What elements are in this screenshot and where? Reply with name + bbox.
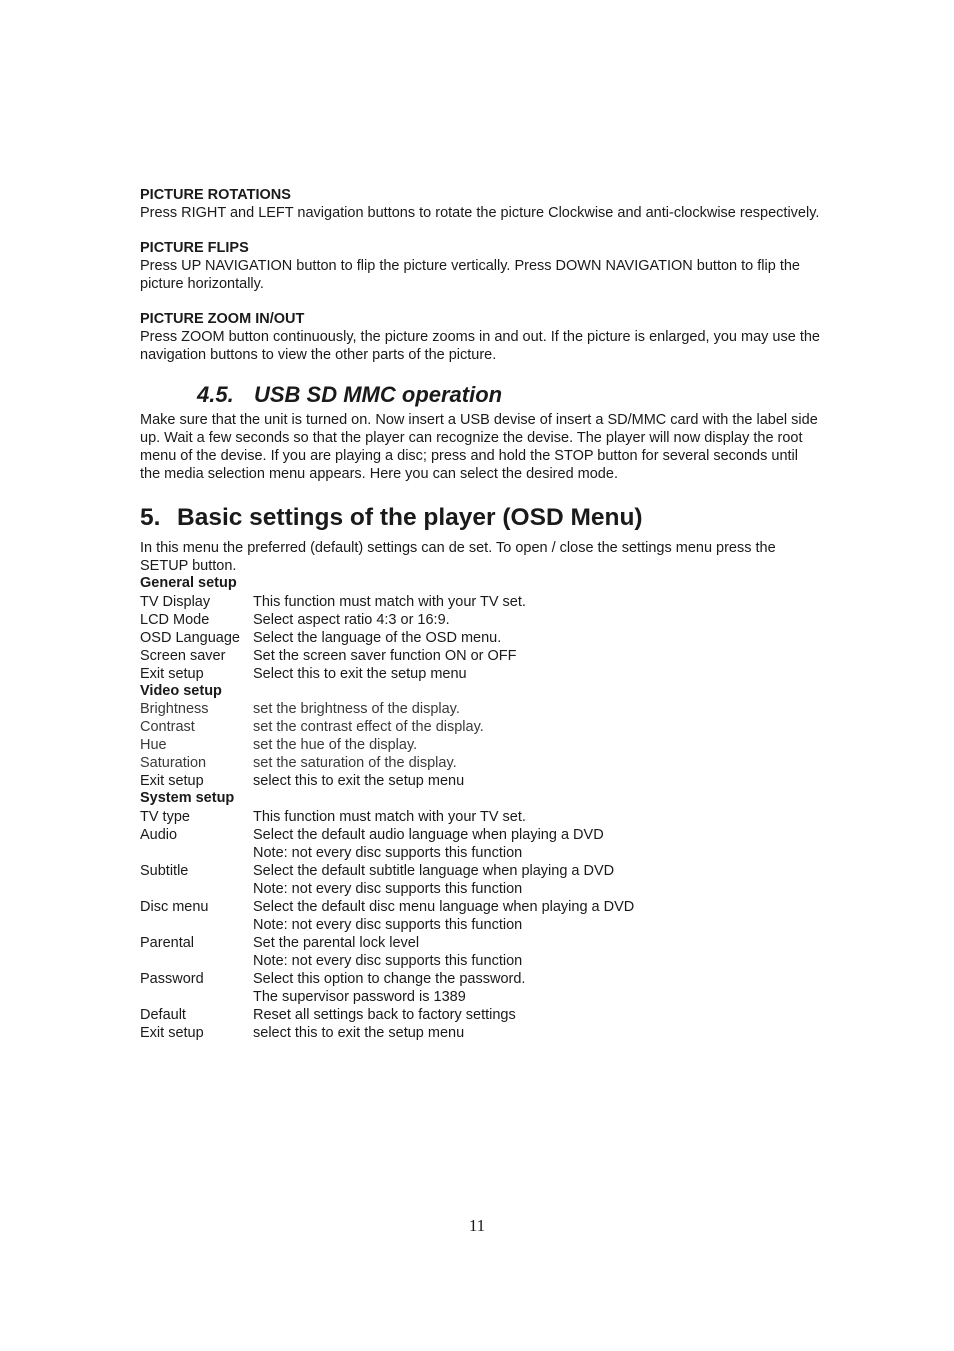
chapter-title: Basic settings of the player (OSD Menu) bbox=[177, 504, 643, 531]
setting-desc: Select this option to change the password. bbox=[253, 970, 526, 987]
setting-row bbox=[140, 1024, 820, 1042]
page-number: 11 bbox=[468, 1216, 486, 1235]
chapter-heading bbox=[140, 503, 820, 533]
setting-row bbox=[140, 629, 820, 647]
setting-term: Screen saver bbox=[140, 647, 226, 664]
setting-note: Note: not every disc supports this function bbox=[253, 880, 523, 897]
setting-desc: set the contrast effect of the display. bbox=[253, 719, 484, 735]
usb-section-title: USB SD MMC operation bbox=[254, 382, 503, 407]
setting-note-row bbox=[140, 880, 820, 898]
setting-row bbox=[140, 647, 820, 665]
setting-row bbox=[140, 772, 820, 790]
section-heading-rotations: PICTURE ROTATIONS bbox=[140, 187, 291, 203]
setting-desc: Set the screen saver function ON or OFF bbox=[253, 647, 517, 664]
general-setup-list bbox=[140, 593, 820, 683]
setting-note-row bbox=[140, 988, 820, 1006]
setting-row bbox=[140, 718, 820, 736]
setting-term: Audio bbox=[140, 826, 178, 843]
setting-term: Subtitle bbox=[140, 862, 189, 879]
general-setup-heading: General setup bbox=[140, 575, 237, 591]
usb-section-heading bbox=[197, 382, 820, 408]
setting-row bbox=[140, 934, 820, 952]
setting-term: Saturation bbox=[140, 755, 207, 771]
setting-desc: Select the default audio language when playing a DVD bbox=[253, 826, 604, 843]
setting-desc: Reset all settings back to factory settings bbox=[253, 1006, 516, 1023]
setting-row bbox=[140, 1006, 820, 1024]
setting-desc: set the saturation of the display. bbox=[253, 755, 457, 771]
section-text-flips: Press UP NAVIGATION button to flip the picture vertically. Press DOWN NAVIGATION button to flip the picture horizontally. bbox=[140, 258, 800, 292]
setting-row bbox=[140, 736, 820, 754]
setting-term: Disc menu bbox=[140, 898, 209, 915]
section-text-zoom: Press ZOOM button continuously, the picture zooms in and out. If the picture is enlarged, you may use the navigation buttons to view the other parts of the picture. bbox=[140, 329, 820, 363]
setting-note-row bbox=[140, 916, 820, 934]
setting-row bbox=[140, 826, 820, 844]
setting-desc: Select this to exit the setup menu bbox=[253, 665, 467, 682]
setting-desc: select this to exit the setup menu bbox=[253, 773, 465, 789]
setting-row bbox=[140, 754, 820, 772]
setting-row bbox=[140, 898, 820, 916]
setting-term: Hue bbox=[140, 737, 167, 753]
setting-term: Brightness bbox=[140, 701, 209, 717]
document-page bbox=[140, 186, 820, 1042]
setting-term: Default bbox=[140, 1006, 186, 1023]
setting-desc: This function must match with your TV set. bbox=[253, 593, 526, 610]
video-setup-heading: Video setup bbox=[140, 682, 222, 699]
setting-note-row bbox=[140, 952, 820, 970]
section-heading-zoom: PICTURE ZOOM IN/OUT bbox=[140, 311, 305, 327]
section-heading-flips: PICTURE FLIPS bbox=[140, 240, 249, 256]
setting-term: LCD Mode bbox=[140, 611, 210, 628]
setting-note: Note: not every disc supports this function bbox=[253, 952, 523, 969]
setting-term: OSD Language bbox=[140, 629, 240, 646]
setting-row bbox=[140, 970, 820, 988]
osd-intro: In this menu the preferred (default) settings can de set. To open / close the settings menu press the SETUP button. bbox=[140, 540, 776, 574]
system-setup-list bbox=[140, 808, 820, 1042]
section-text-rotations: Press RIGHT and LEFT navigation buttons to rotate the picture Clockwise and anti-clockwise respectively. bbox=[140, 205, 820, 221]
setting-term: Exit setup bbox=[140, 665, 204, 682]
setting-desc: Set the parental lock level bbox=[253, 934, 420, 951]
setting-desc: select this to exit the setup menu bbox=[253, 1024, 465, 1041]
setting-term: Exit setup bbox=[140, 1024, 204, 1041]
usb-section-text: Make sure that the unit is turned on. Now insert a USB devise of insert a SD/MMC card with the label side up. Wait a few seconds so that the player can recognize the devise. The player will now display the root menu of the devise. If you are playing a disc; press and hold the STOP button for several seconds until the media selection menu appears. Here you can select the desired mode. bbox=[140, 412, 818, 482]
setting-row bbox=[140, 862, 820, 880]
setting-desc: Select the language of the OSD menu. bbox=[253, 629, 502, 646]
system-setup-heading: System setup bbox=[140, 790, 235, 806]
setting-desc: Select the default disc menu language when playing a DVD bbox=[253, 898, 635, 915]
video-setup-list bbox=[140, 700, 820, 790]
setting-desc: This function must match with your TV set. bbox=[253, 808, 526, 825]
chapter-number: 5. bbox=[140, 504, 161, 531]
setting-desc: set the brightness of the display. bbox=[253, 701, 460, 717]
setting-term: TV Display bbox=[140, 593, 211, 610]
setting-desc: Select the default subtitle language when playing a DVD bbox=[253, 862, 615, 879]
setting-row bbox=[140, 611, 820, 629]
setting-note-row bbox=[140, 844, 820, 862]
setting-row bbox=[140, 665, 820, 683]
setting-term: Password bbox=[140, 970, 204, 987]
setting-term: Exit setup bbox=[140, 773, 204, 789]
setting-desc: Select aspect ratio 4:3 or 16:9. bbox=[253, 611, 450, 628]
setting-note: Note: not every disc supports this function bbox=[253, 844, 523, 861]
setting-note: The supervisor password is 1389 bbox=[253, 988, 466, 1005]
usb-section-number: 4.5. bbox=[197, 382, 234, 407]
setting-row bbox=[140, 808, 820, 826]
setting-row bbox=[140, 593, 820, 611]
setting-row bbox=[140, 700, 820, 718]
setting-term: Parental bbox=[140, 934, 195, 951]
setting-term: TV type bbox=[140, 808, 190, 825]
setting-note: Note: not every disc supports this function bbox=[253, 916, 523, 933]
setting-desc: set the hue of the display. bbox=[253, 737, 418, 753]
setting-term: Contrast bbox=[140, 719, 195, 735]
